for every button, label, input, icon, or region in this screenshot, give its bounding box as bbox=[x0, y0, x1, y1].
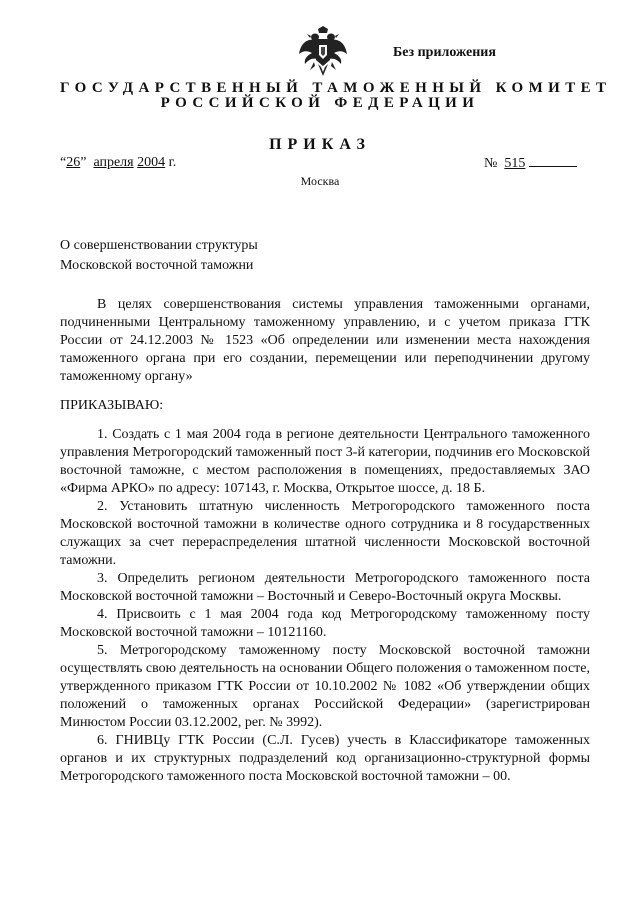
order-item: 6. ГНИВЦу ГТК России (С.Л. Гусев) учесть в Классификаторе таможенных органов и их структурных подразделений код организационно-структурной формы Метрогородского таможенного поста Московской восточной таможни – 00. bbox=[60, 733, 590, 784]
date-year: 2004 bbox=[137, 155, 166, 170]
date-year-suffix: г. bbox=[168, 155, 177, 170]
order-item: 3. Определить регионом деятельности Метрогородского таможенного поста Московской восточной таможни – Восточный и Северо-Восточный округа Москвы. bbox=[60, 571, 590, 604]
document-body bbox=[60, 296, 590, 786]
number-value: 515 bbox=[504, 156, 526, 171]
date-day: 26 bbox=[66, 155, 81, 170]
org-name-line2: РОССИЙСКОЙ ФЕДЕРАЦИИ bbox=[160, 95, 480, 111]
document-city: Москва bbox=[300, 174, 340, 188]
document-date bbox=[60, 155, 176, 171]
order-item: 5. Метрогородскому таможенному посту Московской восточной таможни осуществлять свою деятельность на основании Общего положения о таможенном посте, утвержденного приказом ГТК России от 10.10.2002 № 1082 «Об утверждении общих положений о таможенных органах Российской Федерации» (зарегистрирован Минюстом России 03.12.2002, рег. № 3992). bbox=[60, 643, 590, 730]
no-attachment-note: Без приложения bbox=[393, 45, 496, 60]
number-underline bbox=[529, 155, 577, 167]
russian-coat-of-arms-icon bbox=[298, 26, 348, 78]
org-name-line1: ГОСУДАРСТВЕННЫЙ ТАМОЖЕННЫЙ КОМИТЕТ bbox=[60, 80, 612, 96]
document-type: ПРИКАЗ bbox=[269, 136, 371, 153]
document-subject bbox=[60, 236, 258, 276]
subject-line1: О совершенствовании структуры bbox=[60, 238, 258, 253]
order-word: ПРИКАЗЫВАЮ: bbox=[60, 398, 164, 413]
preamble-paragraph: В целях совершенствования системы управления таможенными органами, подчиненными Центральному таможенному управлению, и с учетом приказа ГТК России от 24.12.2003 № 1523 «Об определении или изменении места нахождения таможенного органа при его создании, перемещении или переподчинении другому таможенному органу» bbox=[60, 297, 590, 384]
number-label: № bbox=[484, 156, 498, 171]
quote-open: “ bbox=[60, 155, 67, 170]
quote-close: ” bbox=[80, 155, 87, 170]
subject-line2: Московской восточной таможни bbox=[60, 258, 254, 273]
order-item: 1. Создать с 1 мая 2004 года в регионе деятельности Центрального таможенного управления Метрогородский таможенный пост 3-й категории, подчинив его Московской восточной таможне, с местом расположения в помещениях, предоставляемых ЗАО «Фирма АРКО» по адресу: 107143, г. Москва, Открытое шоссе, д. 18 Б. bbox=[60, 427, 590, 496]
document-number bbox=[484, 155, 577, 172]
order-item: 4. Присвоить с 1 мая 2004 года код Метрогородскому таможенному посту Московской восточной таможни – 10121160. bbox=[60, 607, 590, 640]
order-item: 2. Установить штатную численность Метрогородского таможенного поста Московской восточной таможни в количестве одного сотрудника и 8 государственных служащих за счет перераспределения штатной численности Московской восточной таможни. bbox=[60, 499, 590, 568]
date-month: апреля bbox=[93, 155, 134, 170]
